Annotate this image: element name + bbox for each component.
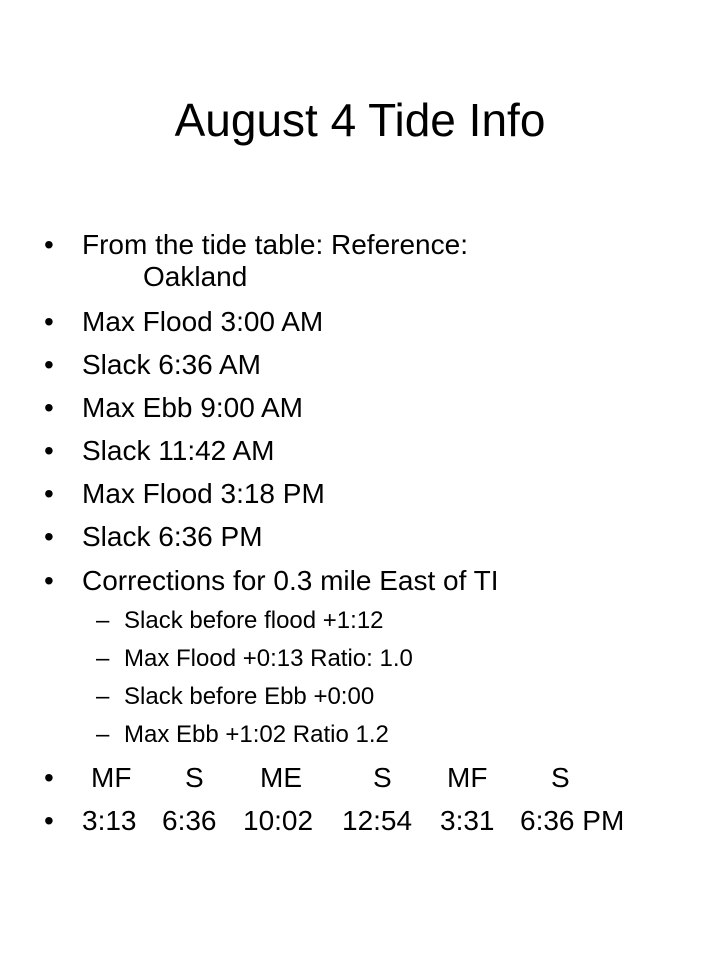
summary-label: MF [91, 762, 132, 793]
dash-marker: – [96, 683, 110, 710]
summary-times-row [0, 804, 720, 838]
sub-list-item-text: Max Flood +0:13 Ratio: 1.0 [124, 645, 413, 672]
summary-time: 6:36 PM [520, 805, 625, 836]
sub-list-item [0, 606, 720, 636]
sub-list-item-text: Max Ebb +1:02 Ratio 1.2 [124, 721, 389, 748]
list-item-text: Slack 6:36 PM [82, 521, 263, 552]
list-item [0, 348, 720, 382]
summary-label: S [373, 762, 392, 793]
summary-time: 10:02 [243, 805, 314, 836]
list-item [0, 228, 720, 262]
bullet-marker: • [44, 521, 54, 552]
bullet-marker: • [44, 435, 54, 466]
dash-marker: – [96, 721, 110, 748]
bullet-marker: • [44, 478, 54, 509]
summary-label: S [551, 762, 570, 793]
bullet-marker: • [44, 349, 54, 380]
bullet-marker: • [44, 805, 54, 836]
summary-time: 12:54 [342, 805, 413, 836]
summary-label: ME [260, 762, 302, 793]
summary-time: 6:36 [162, 805, 217, 836]
list-item [0, 564, 720, 598]
sub-list-item-text: Slack before Ebb +0:00 [124, 683, 375, 710]
list-item-continuation [0, 260, 720, 294]
sub-list-item [0, 644, 720, 674]
bullet-marker: • [44, 306, 54, 337]
bullet-marker: • [44, 229, 54, 260]
list-item [0, 477, 720, 511]
bullet-marker: • [44, 392, 54, 423]
list-item-text: Max Flood 3:00 AM [82, 306, 324, 337]
bullet-marker: • [44, 565, 54, 596]
sub-list-item [0, 720, 720, 750]
list-item-text: Slack 11:42 AM [82, 435, 275, 466]
summary-label: S [185, 762, 204, 793]
summary-time: 3:31 [440, 805, 495, 836]
list-item [0, 391, 720, 425]
list-item-text: From the tide table: Reference: [82, 229, 468, 260]
bullet-marker: • [44, 762, 54, 793]
list-item [0, 434, 720, 468]
list-item [0, 520, 720, 554]
dash-marker: – [96, 645, 110, 672]
sub-list-item-text: Slack before flood +1:12 [124, 607, 384, 634]
list-item-continuation-text: Oakland [143, 261, 248, 292]
summary-time: 3:13 [82, 805, 137, 836]
list-item [0, 305, 720, 339]
sub-list-item [0, 682, 720, 712]
summary-label: MF [447, 762, 488, 793]
list-item-text: Max Flood 3:18 PM [82, 478, 325, 509]
slide-title: August 4 Tide Info [174, 94, 546, 146]
list-item-text: Max Ebb 9:00 AM [82, 392, 304, 423]
dash-marker: – [96, 607, 110, 634]
list-item-text: Corrections for 0.3 mile East of TI [82, 565, 499, 596]
summary-labels-row [0, 761, 720, 795]
list-item-text: Slack 6:36 AM [82, 349, 261, 380]
